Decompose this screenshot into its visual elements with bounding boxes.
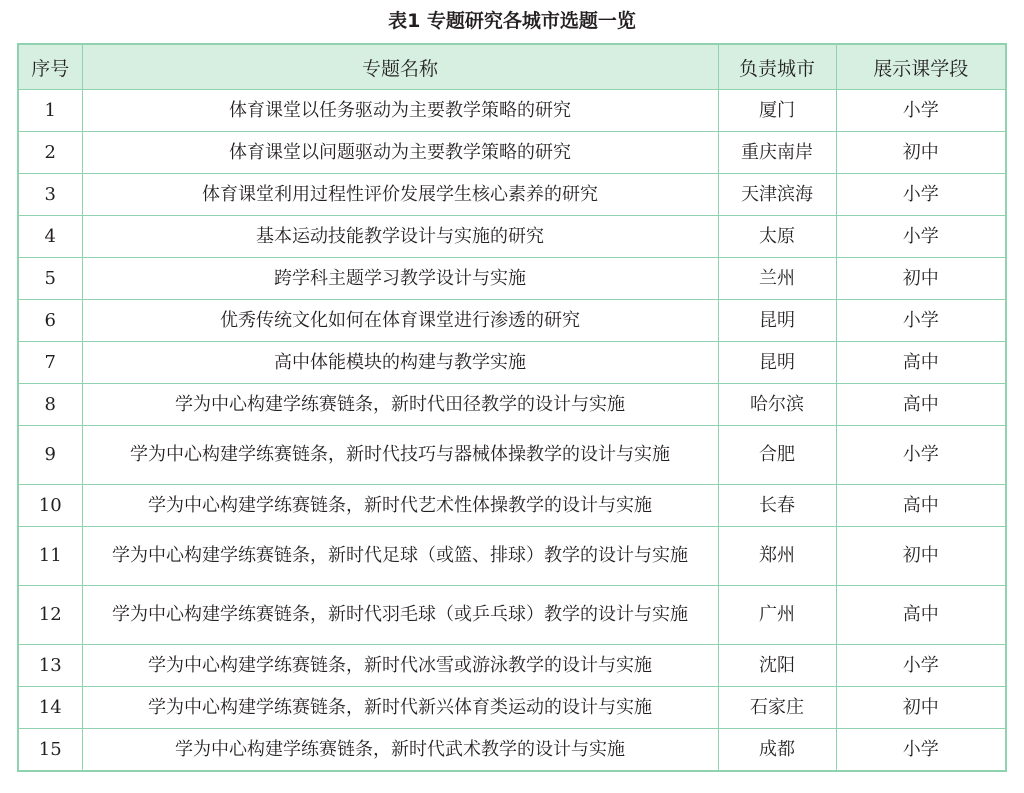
table-row: [18, 485, 1006, 527]
school-stage: 小学: [836, 645, 1006, 687]
table-row: [18, 132, 1006, 174]
topic-name: 学为中心构建学练赛链条，新时代冰雪或游泳教学的设计与实施: [82, 645, 718, 687]
table-row: [18, 426, 1006, 485]
table-row: [18, 174, 1006, 216]
school-stage: 高中: [836, 342, 1006, 384]
table-caption: 表1 专题研究各城市选题一览: [388, 10, 636, 32]
topic-name: 学为中心构建学练赛链条，新时代技巧与器械体操教学的设计与实施: [82, 426, 718, 485]
header-topic: 专题名称: [82, 44, 718, 90]
topic-name: 体育课堂以任务驱动为主要教学策略的研究: [82, 90, 718, 132]
row-number: 1: [18, 90, 82, 132]
table-row: [18, 586, 1006, 645]
topic-name: 体育课堂以问题驱动为主要教学策略的研究: [82, 132, 718, 174]
school-stage: 初中: [836, 687, 1006, 729]
topic-name: 优秀传统文化如何在体育课堂进行渗透的研究: [82, 300, 718, 342]
topic-name: 学为中心构建学练赛链条，新时代田径教学的设计与实施: [82, 384, 718, 426]
responsible-city: 昆明: [718, 342, 836, 384]
row-number: 2: [18, 132, 82, 174]
responsible-city: 兰州: [718, 258, 836, 300]
row-number: 6: [18, 300, 82, 342]
topic-name: 体育课堂利用过程性评价发展学生核心素养的研究: [82, 174, 718, 216]
topic-name: 学为中心构建学练赛链条，新时代武术教学的设计与实施: [82, 729, 718, 772]
table-row: [18, 527, 1006, 586]
table-header-row: [18, 44, 1006, 90]
row-number: 14: [18, 687, 82, 729]
row-number: 8: [18, 384, 82, 426]
table-row: [18, 687, 1006, 729]
row-number: 4: [18, 216, 82, 258]
responsible-city: 合肥: [718, 426, 836, 485]
responsible-city: 长春: [718, 485, 836, 527]
school-stage: 小学: [836, 300, 1006, 342]
responsible-city: 昆明: [718, 300, 836, 342]
school-stage: 小学: [836, 174, 1006, 216]
topic-name: 学为中心构建学练赛链条，新时代新兴体育类运动的设计与实施: [82, 687, 718, 729]
table-row: [18, 300, 1006, 342]
responsible-city: 郑州: [718, 527, 836, 586]
school-stage: 初中: [836, 527, 1006, 586]
school-stage: 初中: [836, 258, 1006, 300]
responsible-city: 沈阳: [718, 645, 836, 687]
school-stage: 高中: [836, 586, 1006, 645]
school-stage: 小学: [836, 216, 1006, 258]
row-number: 11: [18, 527, 82, 586]
table-row: [18, 645, 1006, 687]
responsible-city: 成都: [718, 729, 836, 772]
topic-name: 基本运动技能教学设计与实施的研究: [82, 216, 718, 258]
school-stage: 初中: [836, 132, 1006, 174]
school-stage: 高中: [836, 384, 1006, 426]
row-number: 15: [18, 729, 82, 772]
responsible-city: 哈尔滨: [718, 384, 836, 426]
header-city: 负责城市: [718, 44, 836, 90]
responsible-city: 石家庄: [718, 687, 836, 729]
row-number: 12: [18, 586, 82, 645]
responsible-city: 太原: [718, 216, 836, 258]
responsible-city: 重庆南岸: [718, 132, 836, 174]
school-stage: 小学: [836, 729, 1006, 772]
table-row: [18, 90, 1006, 132]
school-stage: 高中: [836, 485, 1006, 527]
row-number: 7: [18, 342, 82, 384]
table-row: [18, 216, 1006, 258]
row-number: 9: [18, 426, 82, 485]
topic-name: 学为中心构建学练赛链条，新时代羽毛球（或乒乓球）教学的设计与实施: [82, 586, 718, 645]
table-row: [18, 384, 1006, 426]
table-row: [18, 342, 1006, 384]
topic-table: [17, 43, 1007, 772]
table-row: [18, 258, 1006, 300]
responsible-city: 天津滨海: [718, 174, 836, 216]
topic-name: 学为中心构建学练赛链条，新时代足球（或篮、排球）教学的设计与实施: [82, 527, 718, 586]
school-stage: 小学: [836, 90, 1006, 132]
responsible-city: 厦门: [718, 90, 836, 132]
header-stage: 展示课学段: [836, 44, 1006, 90]
topic-name: 学为中心构建学练赛链条，新时代艺术性体操教学的设计与实施: [82, 485, 718, 527]
row-number: 5: [18, 258, 82, 300]
topic-name: 高中体能模块的构建与教学实施: [82, 342, 718, 384]
topic-name: 跨学科主题学习教学设计与实施: [82, 258, 718, 300]
row-number: 10: [18, 485, 82, 527]
row-number: 13: [18, 645, 82, 687]
responsible-city: 广州: [718, 586, 836, 645]
header-no: 序号: [18, 44, 82, 90]
row-number: 3: [18, 174, 82, 216]
table-row: [18, 729, 1006, 772]
school-stage: 小学: [836, 426, 1006, 485]
